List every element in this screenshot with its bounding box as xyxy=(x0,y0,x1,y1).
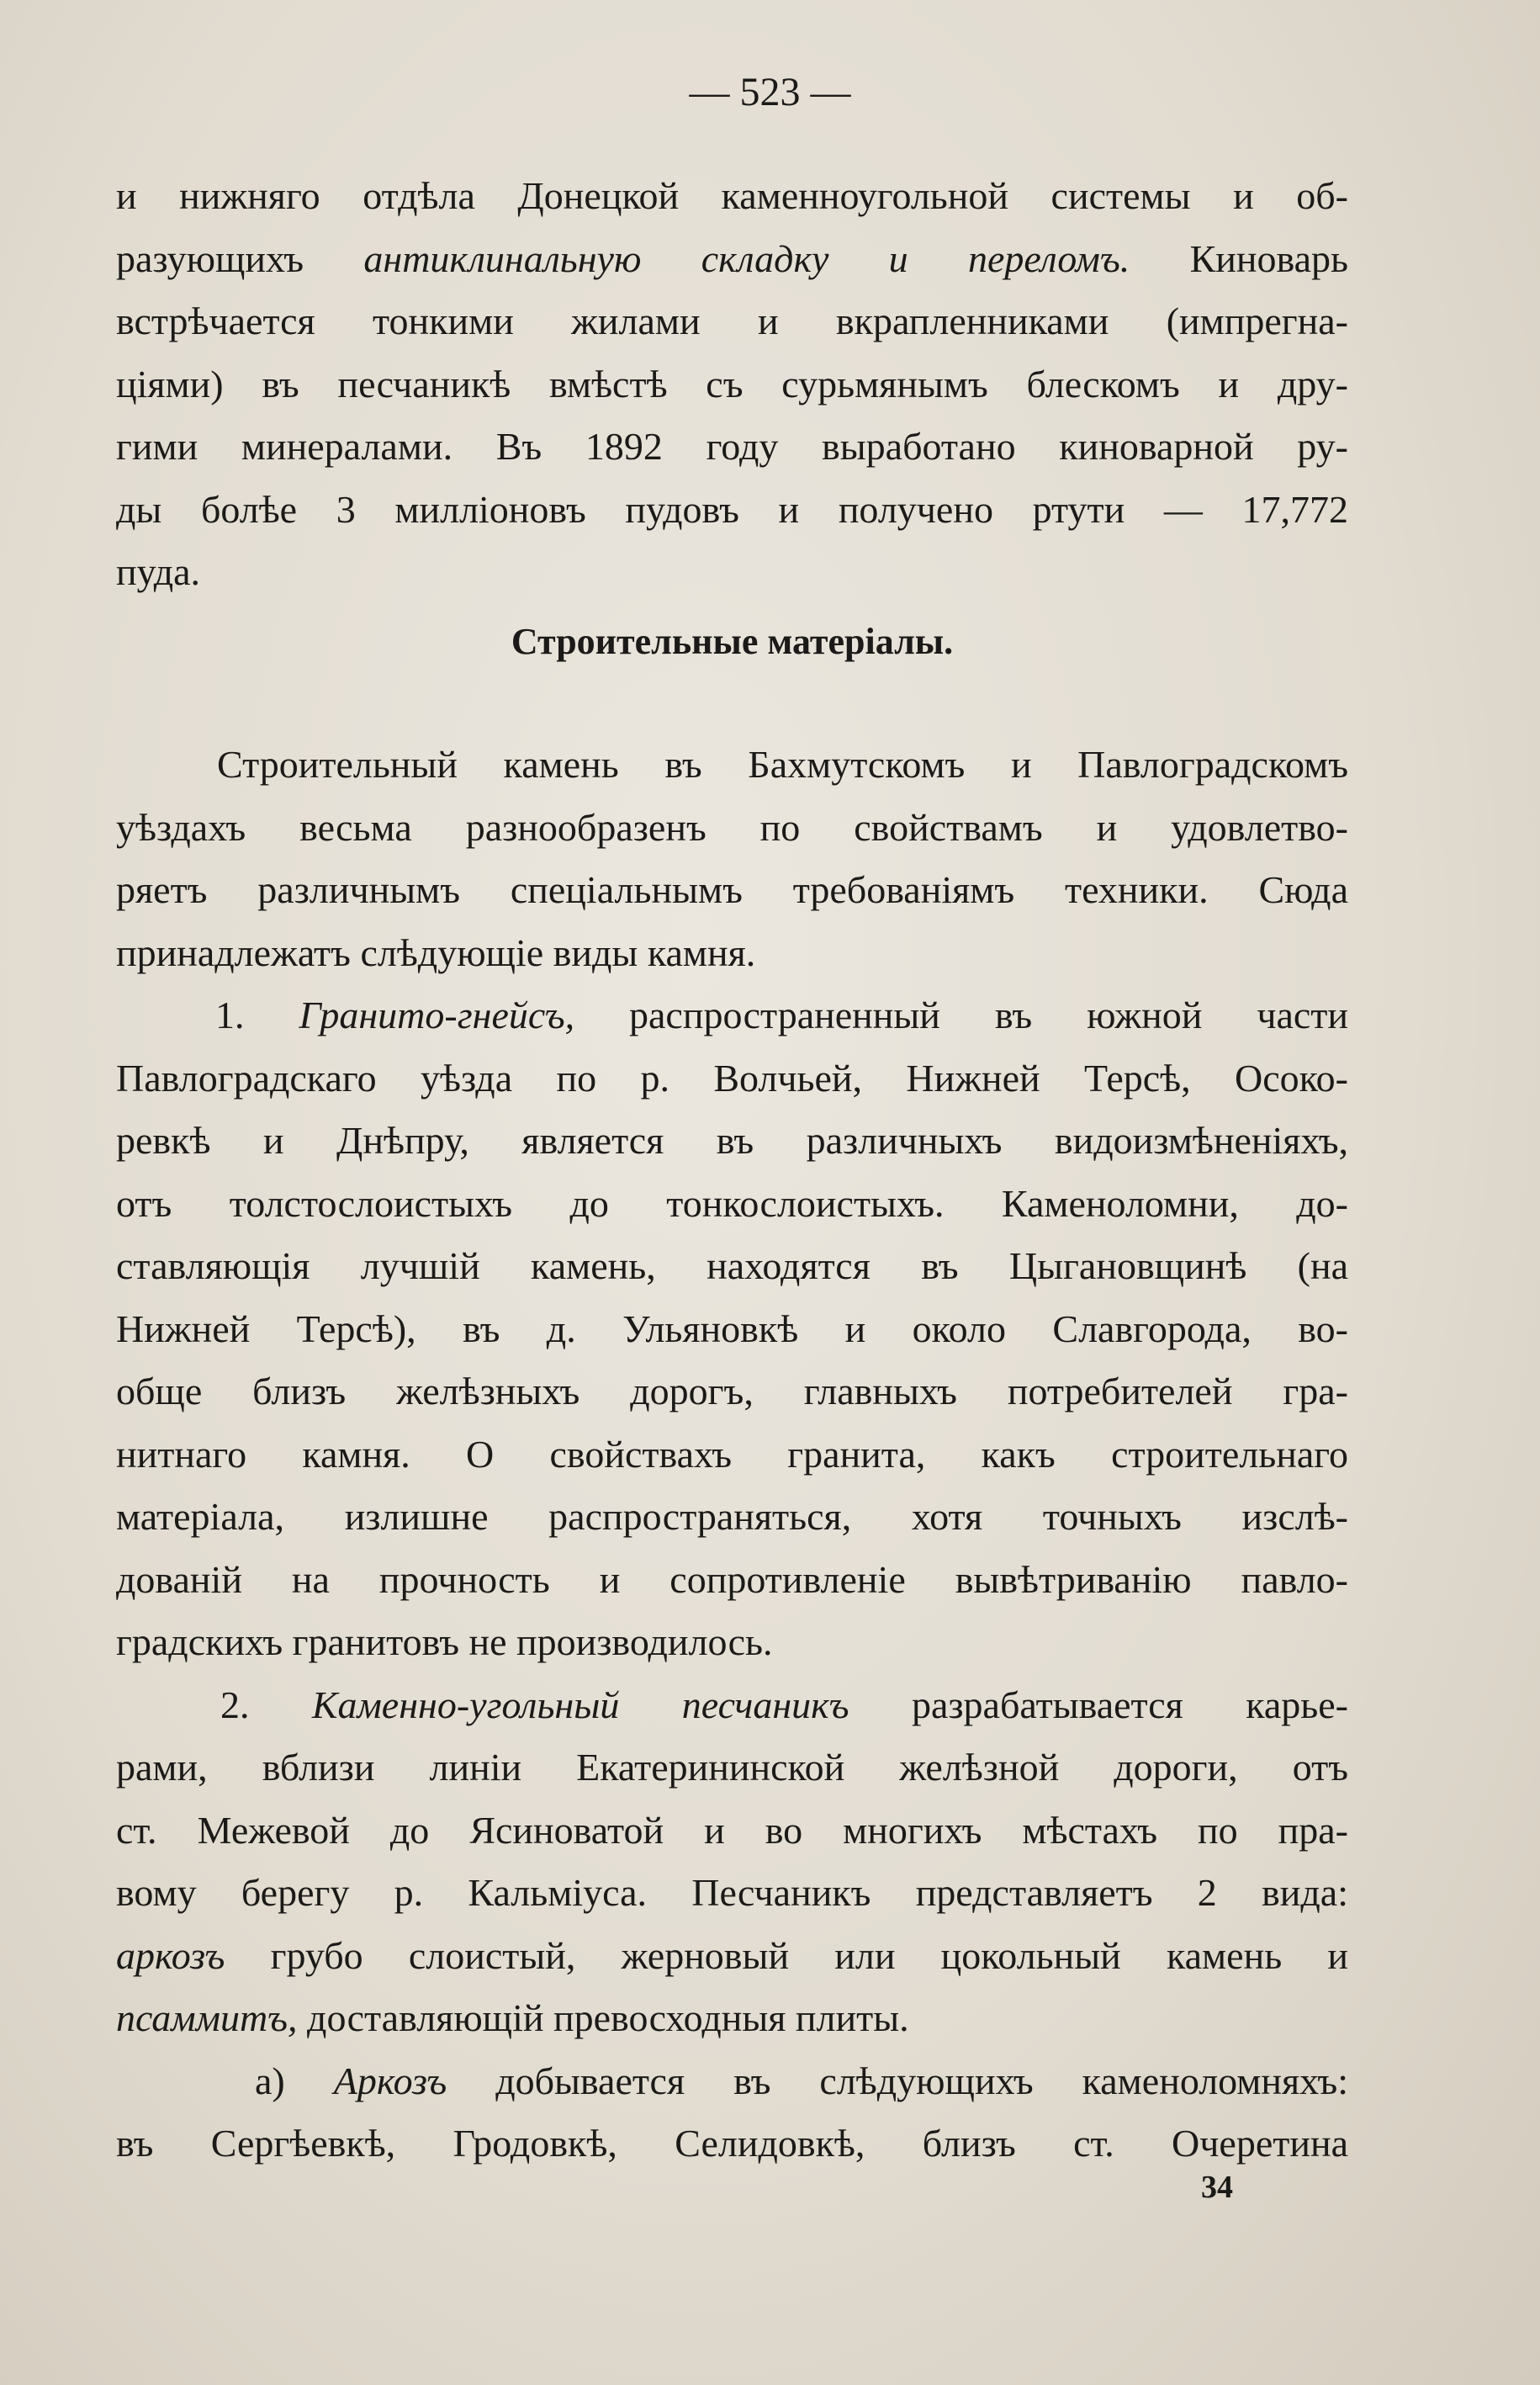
italic-term: псаммитъ, xyxy=(116,1996,298,2039)
text-line: пуда. xyxy=(116,550,201,593)
text-line: ст. Межевой до Ясиноватой и во многихъ мѣстахъ по пра- xyxy=(116,1808,1348,1852)
text-line xyxy=(116,1987,1348,2050)
text-line: вому берегу р. Кальміуса. Песчаникъ представляетъ 2 вида: xyxy=(116,1871,1348,1914)
text-fragment: Киноварь xyxy=(1130,236,1348,280)
text-fragment: разрабатывается карье- xyxy=(849,1683,1348,1726)
signature-mark: 34 xyxy=(1201,2170,1233,2205)
text-line xyxy=(116,228,1348,291)
text-line xyxy=(116,984,1348,1047)
text-line: и нижняго отдѣла Донецкой каменноугольной системы и об- xyxy=(116,174,1348,217)
text-line: отъ толстослоистыхъ до тонкослоистыхъ. Каменоломни, до- xyxy=(116,1181,1348,1225)
text-line: дованій на прочность и сопротивленіе вывѣтриванію павло- xyxy=(116,1557,1348,1601)
italic-term: Аркозъ xyxy=(333,2059,447,2102)
text-line: уѣздахъ весьма разнообразенъ по свойствамъ и удовлетво- xyxy=(116,805,1348,849)
italic-term: Каменно-угольный песчаникъ xyxy=(311,1683,849,1726)
page-body xyxy=(116,165,1348,673)
text-fragment: распространенный въ южной части xyxy=(574,994,1349,1036)
text-line: обще близъ желѣзныхъ дорогъ, главныхъ потребителей гра- xyxy=(116,1370,1348,1412)
text-line: ціями) въ песчаникѣ вмѣстѣ съ сурьмянымъ блескомъ и дру- xyxy=(116,362,1348,405)
text-line: ставляющія лучшій камень, находятся въ Цыгановщинѣ (на xyxy=(116,1244,1348,1287)
italic-term: Гранито-гнейсъ, xyxy=(299,994,575,1036)
italic-term: аркозъ xyxy=(116,1933,225,1977)
text-line: ревкѣ и Днѣпру, является въ различныхъ видоизмѣненіяхъ, xyxy=(116,1119,1348,1162)
text-line: Павлоградскаго уѣзда по р. Волчьей, Нижней Терсѣ, Осоко- xyxy=(116,1056,1348,1100)
text-fragment: грубо слоистый, жерновый или цокольный камень и xyxy=(225,1933,1348,1977)
list-number: 1. xyxy=(215,994,299,1036)
list-number: а) xyxy=(255,2059,334,2102)
text-line: градскихъ гранитовъ не производилось. xyxy=(116,1620,773,1663)
text-line: нитнаго камня. О свойствахъ гранита, какъ строительнаго xyxy=(116,1432,1348,1476)
text-line: рами, вблизи линіи Екатерининской желѣзной дороги, отъ xyxy=(116,1746,1348,1789)
text-line: ряетъ различнымъ спеціальнымъ требованіямъ техники. Сюда xyxy=(116,868,1348,911)
text-fragment: доставляющій превосходныя плиты. xyxy=(297,1996,909,2039)
list-number: 2. xyxy=(220,1683,312,1726)
text-line xyxy=(116,1674,1348,1737)
text-fragment: разующихъ xyxy=(116,236,364,280)
text-line: встрѣчается тонкими жилами и вкрапленниками (импрегна- xyxy=(116,299,1348,342)
text-line: матеріала, излишне распространяться, хотя точныхъ изслѣ- xyxy=(116,1495,1348,1538)
text-line: гими минералами. Въ 1892 году выработано киноварной ру- xyxy=(116,425,1348,468)
section-heading: Строительные матеріалы. xyxy=(511,620,954,662)
text-line xyxy=(116,1925,1348,1988)
section-body xyxy=(116,734,1348,2176)
text-line xyxy=(116,2050,1348,2113)
text-line: ды болѣе 3 милліоновъ пудовъ и получено ртути — 17,772 xyxy=(116,487,1348,531)
page-number: — 523 — xyxy=(689,70,851,114)
text-fragment: добывается въ слѣдующихъ каменоломняхъ: xyxy=(447,2059,1348,2102)
text-line: Строительный камень въ Бахмутскомъ и Павлоградскомъ xyxy=(217,743,1348,786)
text-line: Нижней Терсѣ), въ д. Ульяновкѣ и около Славгорода, во- xyxy=(116,1306,1348,1350)
italic-term: антиклинальную складку и переломъ. xyxy=(363,236,1130,280)
text-line: въ Сергѣевкѣ, Гродовкѣ, Селидовкѣ, близъ ст. Очеретина xyxy=(116,2122,1348,2165)
text-line: принадлежатъ слѣдующіе виды камня. xyxy=(116,930,756,974)
